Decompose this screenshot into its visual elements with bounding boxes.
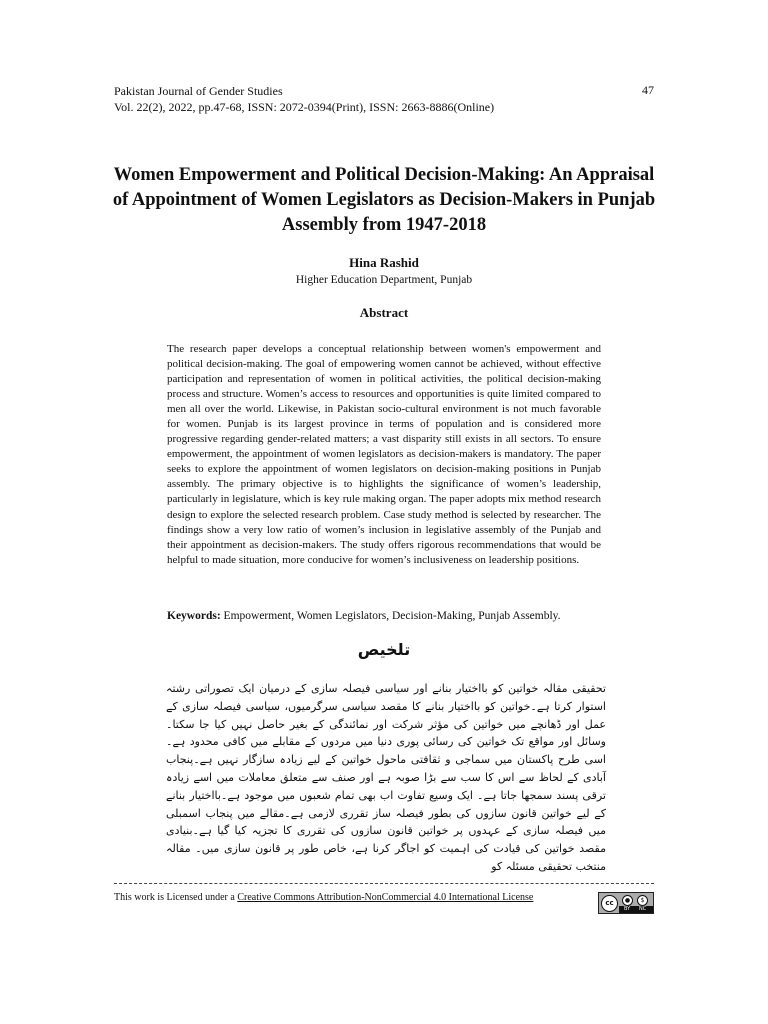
creative-commons-icon: cc bbox=[601, 895, 618, 912]
badge-band bbox=[619, 906, 653, 913]
badge-by-label: BY bbox=[624, 906, 631, 912]
urdu-abstract-text: تحقیقی مقالہ خواتین کو بااختیار بنانے اور سیاسی فیصلہ سازی کے درمیان ایک تصوراتی رشتہ استوار کرتا ہے۔خواتین کو بااختیار بنانے کا مقصد سیاسی سرگرمیوں، سیاسی فیصلہ سازی کے عمل اور ڈھانچے میں خواتین کی مؤثر شرکت اور نمائندگی کے بغیر حاصل نہیں کیا جا سکتا۔وسائل اور مواقع تک خواتین کی رسائی پوری دنیا میں مردوں کے مقابلے میں کافی محدود ہے۔ اسی طرح پاکستان میں سماجی و ثقافتی ماحول خواتین کے لیے زیادہ سازگار نہیں ہے۔پنجاب آبادی کے لحاظ سے اس کا سب سے بڑا صوبہ ہے اور صنف سے متعلق معاملات میں اسے زیادہ ترقی پسند سمجھا جاتا ہے۔ ایک وسیع تفاوت اب بھی تمام شعبوں میں موجود ہے۔بااختیار بنانے کے لیے خواتین قانون سازوں کی بطور فیصلہ ساز تقرری لازمی ہے۔مقالے میں پنجاب اسمبلی میں فیصلہ سازی کے عہدوں پر خواتین قانون سازوں کی تقرری کا تجزیہ کیا گیا ہے۔بنیادی مقصد خواتین کی قیادت کی اہمیت کو اجاگر کرنا ہے، خاص طور پر قانون سازی میں۔ مقالہ منتخب تحقیقی مسئلہ کو bbox=[166, 682, 606, 873]
footer-divider bbox=[114, 883, 654, 884]
keywords bbox=[167, 608, 607, 624]
license-link[interactable]: Creative Commons Attribution-NonCommercial 4.0 International License bbox=[237, 892, 534, 903]
license-prefix: This work is Licensed under a bbox=[114, 892, 238, 903]
journal-name: Pakistan Journal of Gender Studies bbox=[114, 84, 283, 98]
badge-nc-label: NC bbox=[639, 906, 647, 912]
author-name: Hina Rashid bbox=[349, 255, 419, 270]
keywords-label: Keywords: bbox=[167, 610, 221, 622]
keywords-list: Empowerment, Women Legislators, Decision-Making, Punjab Assembly. bbox=[223, 610, 561, 622]
abstract-text: The research paper develops a conceptual relationship between women's empowerment and political decision-making. The goal of empowering women cannot be achieved, without effective participation and representation of women in political activities, the political decision-making process and structure. Women’s access to resources and opportunities is quite limited compared to men all over the world. Likewise, in Pakistan socio-cultural environment is not much favorable for women. Punjab is its largest province in terms of population and is considered more progressive regarding gender-related matters; a vast disparity still exists in all sectors. To ensure empowerment, the appointment of women legislators as decision-makers is mandatory. The paper seeks to explore the appointment of women legislators on decision-making positions in Punjab assembly. The primary objective is to highlights the significance of women’s leadership, particularly in legislature, which is key rule making organ. The paper adopts mix method research design to explore the selected research problem. Case study method is selected by researcher. The findings show a very low ratio of women’s inclusion in legislative assembly of the Punjab and their appointment as decision-makers. The study offers rigorous recommendations that would be helpful to made situation, more conducive for women’s inclusiveness on leadership positions. bbox=[167, 343, 601, 566]
volume-info: Vol. 22(2), 2022, pp.47-68, ISSN: 2072-0394(Print), ISSN: 2663-8886(Online) bbox=[114, 100, 495, 114]
abstract-heading: Abstract bbox=[359, 305, 409, 320]
license-notice bbox=[114, 892, 533, 903]
urdu-abstract-heading: تلخیص bbox=[357, 640, 411, 659]
author-affiliation: Higher Education Department, Punjab bbox=[295, 274, 473, 286]
journal-header bbox=[114, 83, 494, 115]
article-title: Women Empowerment and Political Decision-Making: An Appraisal of Appointment of Women Legislators as Decision-Makers in Punjab Assembly from 1947-2018 bbox=[112, 165, 656, 235]
person-icon: ● bbox=[622, 895, 633, 906]
cc-by-nc-badge[interactable] bbox=[598, 892, 654, 914]
page-number: 47 bbox=[642, 83, 654, 97]
no-dollar-icon: $ bbox=[637, 895, 648, 906]
